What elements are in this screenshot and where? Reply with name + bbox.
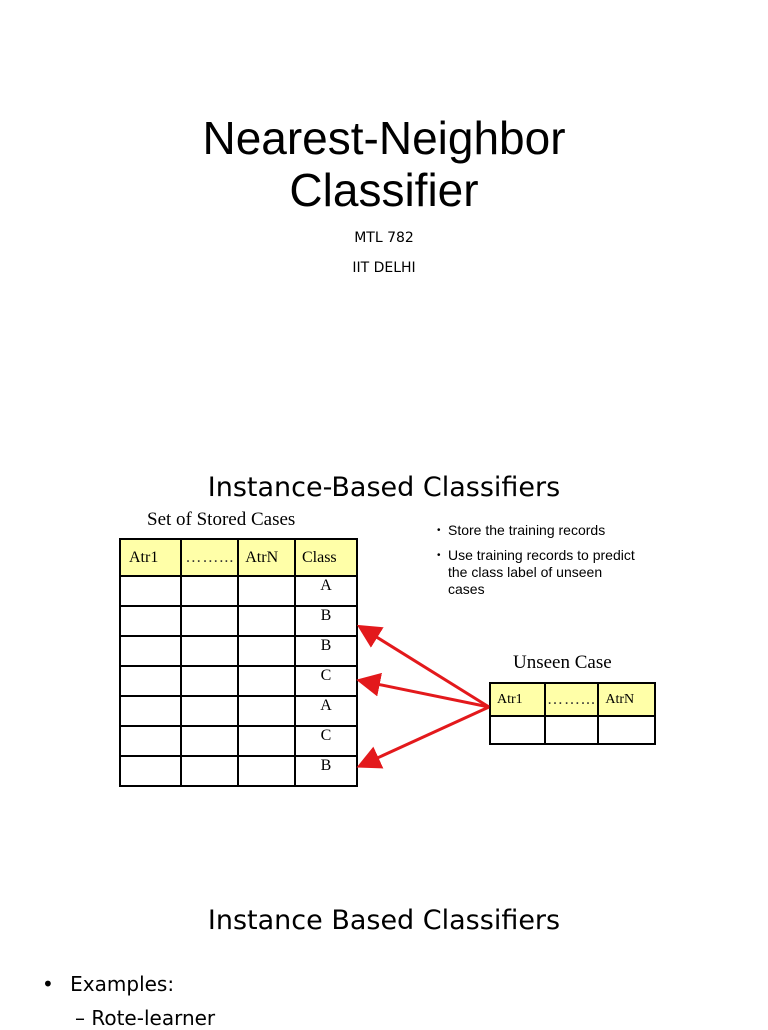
bullet-item: • Store the training records xyxy=(437,522,637,539)
slide2-title: Instance-Based Classifiers xyxy=(207,472,561,503)
slide1-title-line2: Classifier xyxy=(289,164,479,216)
slide1-title-line1: Nearest-Neighbor xyxy=(202,112,566,164)
unseen-case-caption: Unseen Case xyxy=(513,652,612,673)
bullet-item: • Use training records to predict the class label of unseen cases xyxy=(437,547,637,598)
class-cell: C xyxy=(295,726,357,756)
course-code: MTL 782 xyxy=(354,230,414,246)
examples-bullet xyxy=(42,972,174,996)
header-class: Class xyxy=(295,539,357,576)
unseen-header-atrn: AtrN xyxy=(598,683,655,716)
class-cell: B xyxy=(295,756,357,786)
match-arrow xyxy=(362,707,489,765)
rote-learner-item: – Rote-learner xyxy=(75,1006,216,1030)
institute-name: IIT DELHI xyxy=(352,260,416,276)
class-cell: A xyxy=(295,576,357,606)
header-ellipsis: ……... xyxy=(181,539,238,576)
unseen-header-atr1: Atr1 xyxy=(490,683,545,716)
class-cell: B xyxy=(295,606,357,636)
header-atr1: Atr1 xyxy=(120,539,181,576)
slide3-title: Instance Based Classifiers xyxy=(207,905,561,936)
stored-cases-caption: Set of Stored Cases xyxy=(147,509,296,530)
class-cell: B xyxy=(295,636,357,666)
class-cell: A xyxy=(295,696,357,726)
examples-label: Examples: xyxy=(70,972,175,996)
bullet-dot: • xyxy=(42,972,54,996)
class-cell: C xyxy=(295,666,357,696)
header-atrn: AtrN xyxy=(238,539,295,576)
unseen-header-ellipsis: ……... xyxy=(545,683,599,716)
